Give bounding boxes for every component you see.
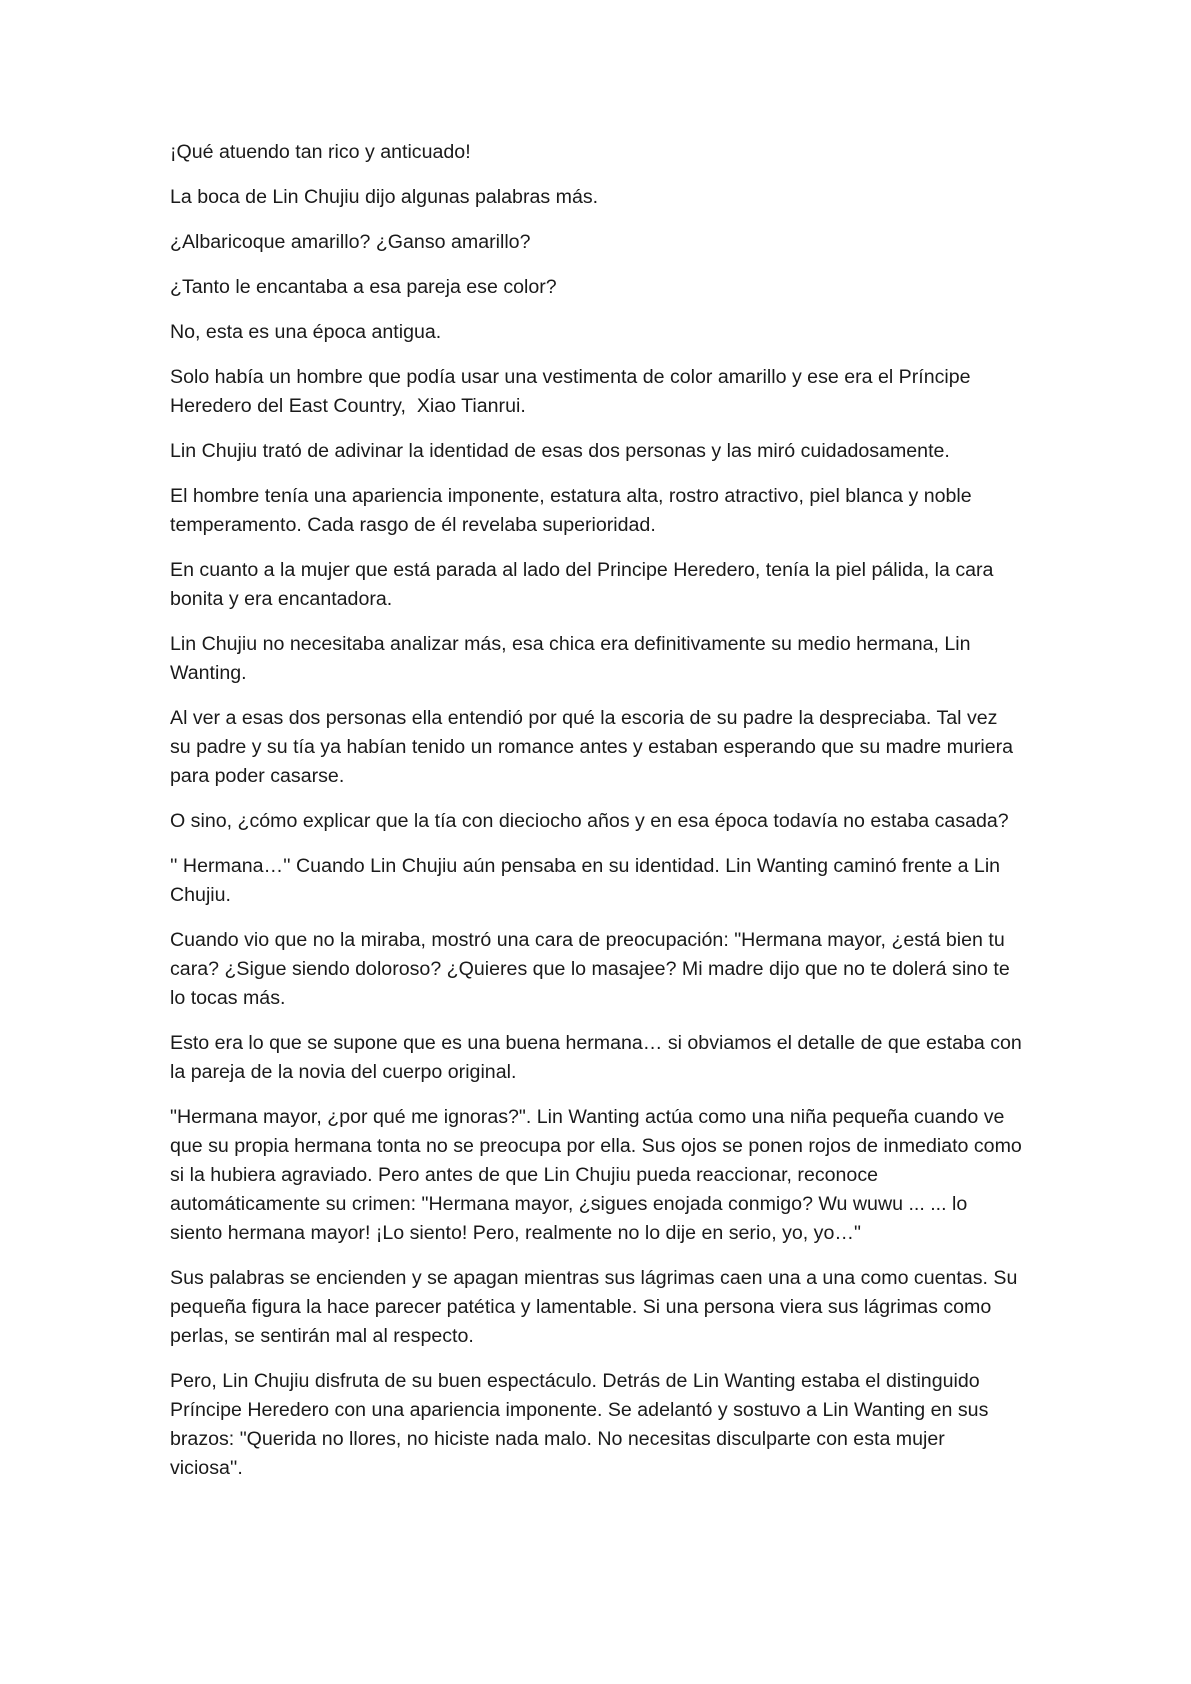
- paragraph-11: Al ver a esas dos personas ella entendió por qué la escoria de su padre la despreciaba. Tal vez su padre y su tía ya habían tenido un romance antes y estaban esperando que su madre muriera para poder casarse.: [170, 707, 1019, 787]
- paragraph-18: Pero, Lin Chujiu disfruta de su buen espectáculo. Detrás de Lin Wanting estaba el distinguido Príncipe Heredero con una apariencia imponente. Se adelantó y sostuvo a Lin Wanting en sus brazos: "Querida no llores, no hiciste nada malo. No necesitas disculparte con esta mujer viciosa''.: [170, 1370, 994, 1479]
- paragraph-2: La boca de Lin Chujiu dijo algunas palabras más.: [170, 186, 599, 208]
- paragraph-6: Solo había un hombre que podía usar una vestimenta de color amarillo y ese era el Príncipe Heredero del East Country, Xiao Tianrui.: [170, 366, 977, 417]
- paragraph-9: En cuanto a la mujer que está parada al lado del Principe Heredero, tenía la piel pálida, la cara bonita y era encantadora.: [170, 559, 999, 610]
- paragraph-16: "Hermana mayor, ¿por qué me ignoras?". Lin Wanting actúa como una niña pequeña cuando ve que su propia hermana tonta no se preocupa por ella. Sus ojos se ponen rojos de inmediato como si la hubiera agraviado. Pero antes de que Lin Chujiu pueda reaccionar, reconoce automáticamente su crimen: "Hermana mayor, ¿sigues enojada conmigo? Wu wuwu ... ... lo siento hermana mayor! ¡Lo siento! Pero, realmente no lo dije en serio, yo, yo…": [170, 1106, 1028, 1244]
- paragraph-17: Sus palabras se encienden y se apagan mientras sus lágrimas caen una a una como cuentas. Su pequeña figura la hace parecer patética y lamentable. Si una persona viera sus lágrimas como perlas, se sentirán mal al respecto.: [170, 1267, 1023, 1347]
- paragraph-7: Lin Chujiu trató de adivinar la identidad de esas dos personas y las miró cuidadosamente.: [170, 440, 950, 462]
- paragraph-1: ¡Qué atuendo tan rico y anticuado!: [170, 141, 471, 163]
- paragraph-15: Esto era lo que se supone que es una buena hermana… si obviamos el detalle de que estaba con la pareja de la novia del cuerpo original.: [170, 1032, 1028, 1083]
- paragraph-8: El hombre tenía una apariencia imponente, estatura alta, rostro atractivo, piel blanca y noble temperamento. Cada rasgo de él revelaba superioridad.: [170, 485, 978, 536]
- document-body: [170, 138, 1028, 1483]
- paragraph-5: No, esta es una época antigua.: [170, 321, 442, 343]
- paragraph-13: '' Hermana…'' Cuando Lin Chujiu aún pensaba en su identidad. Lin Wanting caminó frente a Lin Chujiu.: [170, 855, 1006, 906]
- paragraph-10: Lin Chujiu no necesitaba analizar más, esa chica era definitivamente su medio hermana, Lin Wanting.: [170, 633, 976, 684]
- paragraph-14: Cuando vio que no la miraba, mostró una cara de preocupación: "Hermana mayor, ¿está bien tu cara? ¿Sigue siendo doloroso? ¿Quieres que lo masajee? Mi madre dijo que no te dolerá sino te lo tocas más.: [170, 929, 1016, 1009]
- paragraph-3: ¿Albaricoque amarillo? ¿Ganso amarillo?: [170, 231, 531, 253]
- paragraph-12: O sino, ¿cómo explicar que la tía con dieciocho años y en esa época todavía no estaba casada?: [170, 810, 1009, 832]
- paragraph-4: ¿Tanto le encantaba a esa pareja ese color?: [170, 276, 557, 298]
